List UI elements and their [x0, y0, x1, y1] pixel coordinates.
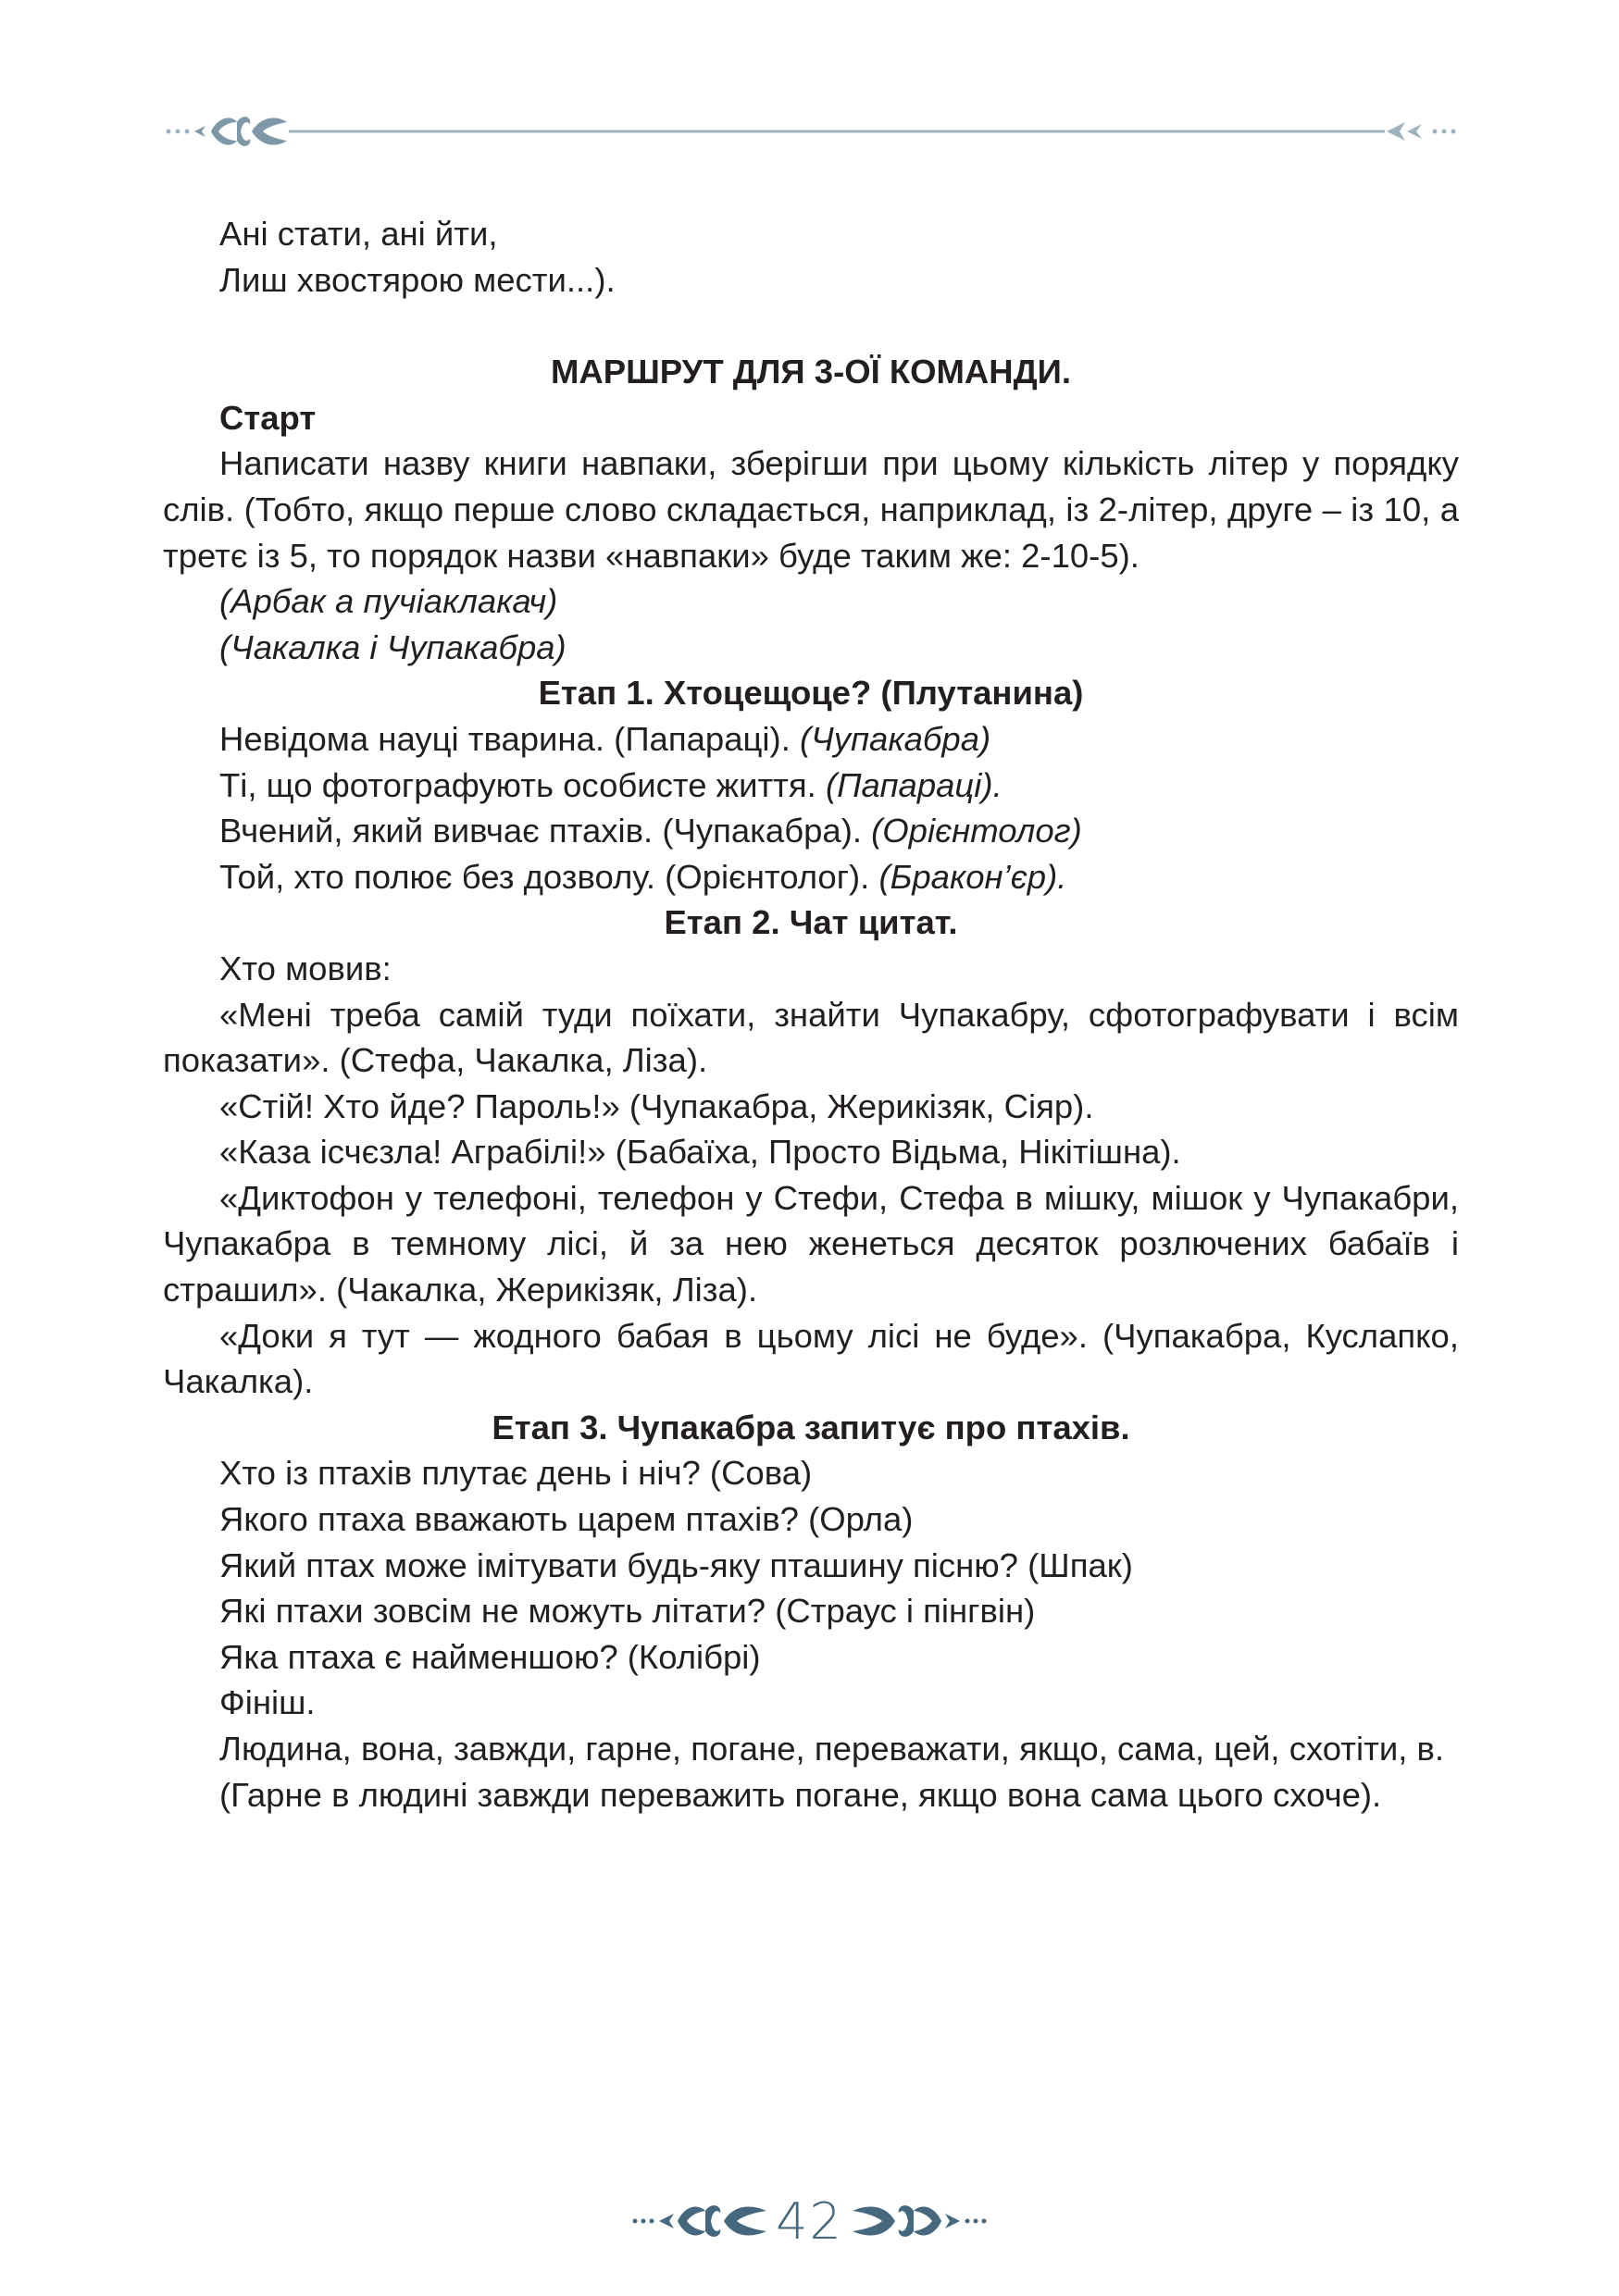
stage2-intro: Хто мовив: — [219, 949, 392, 987]
route-title: МАРШРУТ ДЛЯ 3-ОЇ КОМАНДИ. — [550, 353, 1071, 391]
header-ornament — [163, 111, 1459, 152]
stage1-item: Вчений, який вивчає птахів. (Чупакабра). (Орієнтолог) — [219, 812, 1082, 850]
stage1-title: Етап 1. Хтоцещоце? (Плутанина) — [538, 674, 1084, 713]
page-number: 42 — [776, 2191, 843, 2251]
finish-words: Людина, вона, завжди, гарне, погане, переважати, якщо, сама, цей, схотіти, в. — [219, 1730, 1445, 1768]
stage1-answer: (Орієнтолог) — [871, 812, 1082, 850]
stage1-answer: (Папараці). — [825, 765, 1003, 804]
stage2-quote: «Мені треба самій туди поїхати, знайти Чупакабру, сфотографувати і всім показати». (Стефа, Чакалка, Ліза). — [163, 995, 1459, 1080]
stage2-quote: «Доки я тут — жодного бабая в цьому лісі не буде». (Чупакабра, Куслапко, Чакалка). — [163, 1316, 1459, 1401]
stage1-answer: (Чупакабра) — [799, 719, 991, 758]
page-footer — [0, 2184, 1619, 2258]
stage1-item: Той, хто полює без дозволу. (Орієнтолог). (Бракон’єр). — [219, 857, 1067, 896]
stage2-quote: «Стій! Хто йде? Пароль!» (Чупакабра, Жерикізяк, Сіяр). — [219, 1086, 1094, 1125]
poem-line: Лиш хвостярою мести...). — [219, 260, 616, 299]
poem-line: Ані стати, ані йти, — [219, 215, 498, 253]
finish-heading: Фініш. — [219, 1683, 316, 1722]
arrow-icon — [1387, 122, 1422, 141]
flourish-icon — [631, 2198, 770, 2244]
stage3-question: Який птах може імітувати будь-яку пташину пісню? (Шпак) — [219, 1545, 1133, 1584]
flourish-icon — [849, 2198, 988, 2244]
stage3-title: Етап 3. Чупакабра запитує про птахів. — [492, 1408, 1130, 1446]
stage2-title: Етап 2. Чат цитат. — [664, 903, 958, 942]
stage1-item: Невідома науці тварина. (Папараці). (Чупакабра) — [219, 719, 991, 758]
start-heading: Старт — [219, 398, 317, 437]
page-content — [163, 211, 1459, 1818]
stage2-quote: «Каза ісчєзла! Аграбілі!» (Бабаїха, Просто Відьма, Нікітішна). — [219, 1133, 1181, 1172]
flourish-icon — [194, 117, 287, 146]
stage1-answer: (Бракон’єр). — [878, 857, 1067, 896]
stage1-item: Ті, що фотографують особисте життя. (Папараці). — [219, 765, 1003, 804]
stage3-question: Хто із птахів плутає день і ніч? (Сова) — [219, 1454, 813, 1493]
stage2-quote: «Диктофон у телефоні, телефон у Стефи, Стефа в мішку, мішок у Чупакабри, Чупакабра в темному лісі, й за нею женеться десяток розлючених бабаїв і страшил». (Чакалка, Жерикізяк, Ліза). — [163, 1178, 1459, 1309]
finish-answer: (Гарне в людині завжди переважить погане, якщо вона сама цього схоче). — [219, 1775, 1382, 1814]
start-answer: (Арбак а пучіаклакач) — [219, 582, 558, 621]
start-task: Написати назву книги навпаки, зберігши при цьому кількість літер у порядку слів. (Тобто, якщо перше слово складається, наприклад, із 2-літер, друге – із 10, а третє із 5, то порядок назви «навпаки» буде таким же: 2-10-5). — [163, 444, 1459, 575]
start-answer: (Чакалка і Чупакабра) — [219, 627, 567, 666]
stage3-question: Яка птаха є найменшою? (Колібрі) — [219, 1637, 761, 1676]
stage3-question: Якого птаха вважають царем птахів? (Орла) — [219, 1500, 914, 1539]
stage3-question: Які птахи зовсім не можуть літати? (Страус і пінгвін) — [219, 1592, 1036, 1631]
